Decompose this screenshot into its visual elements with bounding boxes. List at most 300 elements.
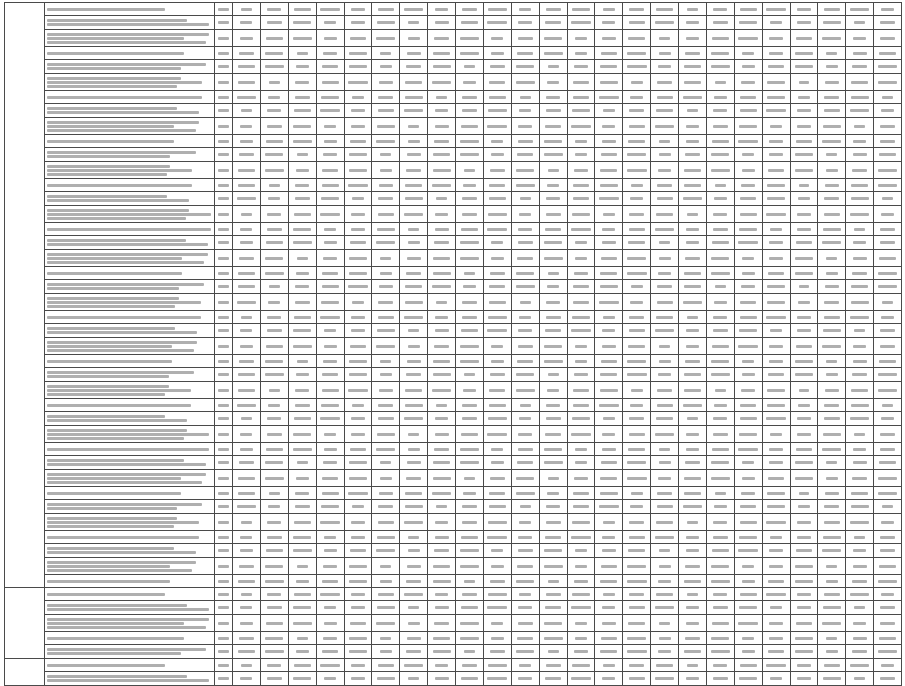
value-cell xyxy=(316,118,344,135)
value-cell xyxy=(734,399,762,412)
value-cell xyxy=(288,601,316,615)
table-row xyxy=(5,615,902,632)
value-cell xyxy=(233,206,261,223)
value-cell xyxy=(483,192,511,206)
value-cell xyxy=(567,223,595,236)
value-cell xyxy=(428,250,456,267)
value-cell xyxy=(372,659,400,672)
value-cell xyxy=(846,223,874,236)
value-cell xyxy=(428,47,456,60)
value-cell xyxy=(344,382,372,399)
value-cell xyxy=(372,236,400,250)
value-cell xyxy=(651,118,679,135)
value-cell xyxy=(316,192,344,206)
value-cell xyxy=(623,531,651,544)
value-cell xyxy=(260,236,288,250)
value-cell xyxy=(233,412,261,426)
value-cell xyxy=(790,223,818,236)
value-cell xyxy=(483,514,511,531)
value-cell xyxy=(539,179,567,192)
value-cell xyxy=(428,135,456,148)
value-cell xyxy=(483,118,511,135)
table-row xyxy=(5,47,902,60)
value-cell xyxy=(874,487,902,500)
value-cell xyxy=(316,355,344,368)
unit-cell xyxy=(215,162,233,179)
value-cell xyxy=(539,659,567,672)
indicator-name-cell xyxy=(45,426,215,443)
value-cell xyxy=(706,575,734,588)
value-cell xyxy=(456,338,484,355)
value-cell xyxy=(818,412,846,426)
value-cell xyxy=(762,60,790,74)
value-cell xyxy=(818,368,846,382)
value-cell xyxy=(818,672,846,686)
value-cell xyxy=(260,267,288,280)
unit-cell xyxy=(215,382,233,399)
value-cell xyxy=(372,672,400,686)
value-cell xyxy=(539,236,567,250)
value-cell xyxy=(762,280,790,294)
value-cell xyxy=(233,104,261,118)
value-cell xyxy=(539,162,567,179)
value-cell xyxy=(483,470,511,487)
value-cell xyxy=(623,3,651,16)
value-cell xyxy=(400,514,428,531)
value-cell xyxy=(846,368,874,382)
value-cell xyxy=(818,558,846,575)
value-cell xyxy=(372,91,400,104)
value-cell xyxy=(511,470,539,487)
value-cell xyxy=(233,615,261,632)
value-cell xyxy=(762,16,790,30)
value-cell xyxy=(874,250,902,267)
value-cell xyxy=(846,672,874,686)
value-cell xyxy=(316,514,344,531)
value-cell xyxy=(344,236,372,250)
value-cell xyxy=(400,659,428,672)
value-cell xyxy=(762,104,790,118)
value-cell xyxy=(316,47,344,60)
value-cell xyxy=(734,311,762,324)
value-cell xyxy=(818,192,846,206)
value-cell xyxy=(288,514,316,531)
value-cell xyxy=(595,294,623,311)
value-cell xyxy=(734,426,762,443)
value-cell xyxy=(344,601,372,615)
value-cell xyxy=(762,206,790,223)
value-cell xyxy=(623,368,651,382)
value-cell xyxy=(846,426,874,443)
value-cell xyxy=(651,338,679,355)
value-cell xyxy=(846,601,874,615)
value-cell xyxy=(539,470,567,487)
value-cell xyxy=(456,250,484,267)
value-cell xyxy=(511,294,539,311)
unit-cell xyxy=(215,514,233,531)
value-cell xyxy=(233,470,261,487)
value-cell xyxy=(818,16,846,30)
value-cell xyxy=(846,355,874,368)
value-cell xyxy=(595,456,623,470)
value-cell xyxy=(874,223,902,236)
table-row xyxy=(5,16,902,30)
value-cell xyxy=(260,250,288,267)
value-cell xyxy=(651,368,679,382)
value-cell xyxy=(344,280,372,294)
value-cell xyxy=(316,500,344,514)
value-cell xyxy=(734,338,762,355)
table-row xyxy=(5,659,902,672)
value-cell xyxy=(874,514,902,531)
value-cell xyxy=(567,280,595,294)
value-cell xyxy=(288,500,316,514)
value-cell xyxy=(790,368,818,382)
indicator-name-cell xyxy=(45,382,215,399)
value-cell xyxy=(260,588,288,601)
value-cell xyxy=(288,294,316,311)
value-cell xyxy=(567,311,595,324)
value-cell xyxy=(651,412,679,426)
value-cell xyxy=(790,294,818,311)
value-cell xyxy=(456,531,484,544)
value-cell xyxy=(233,338,261,355)
value-cell xyxy=(483,368,511,382)
value-cell xyxy=(818,443,846,456)
value-cell xyxy=(595,280,623,294)
value-cell xyxy=(623,267,651,280)
value-cell xyxy=(233,250,261,267)
value-cell xyxy=(344,104,372,118)
value-cell xyxy=(316,399,344,412)
value-cell xyxy=(233,60,261,74)
indicator-name-cell xyxy=(45,368,215,382)
value-cell xyxy=(511,514,539,531)
value-cell xyxy=(762,179,790,192)
value-cell xyxy=(874,3,902,16)
value-cell xyxy=(400,250,428,267)
value-cell xyxy=(623,294,651,311)
value-cell xyxy=(623,645,651,659)
value-cell xyxy=(874,162,902,179)
value-cell xyxy=(679,104,707,118)
unit-cell xyxy=(215,250,233,267)
value-cell xyxy=(706,206,734,223)
value-cell xyxy=(762,355,790,368)
value-cell xyxy=(233,645,261,659)
value-cell xyxy=(679,148,707,162)
value-cell xyxy=(316,91,344,104)
value-cell xyxy=(372,615,400,632)
table-row xyxy=(5,487,902,500)
value-cell xyxy=(483,558,511,575)
value-cell xyxy=(288,659,316,672)
value-cell xyxy=(344,192,372,206)
value-cell xyxy=(233,311,261,324)
value-cell xyxy=(511,104,539,118)
value-cell xyxy=(483,148,511,162)
value-cell xyxy=(400,632,428,645)
unit-cell xyxy=(215,645,233,659)
value-cell xyxy=(288,588,316,601)
value-cell xyxy=(233,575,261,588)
value-cell xyxy=(316,179,344,192)
value-cell xyxy=(734,280,762,294)
value-cell xyxy=(706,645,734,659)
value-cell xyxy=(595,601,623,615)
value-cell xyxy=(679,672,707,686)
value-cell xyxy=(260,148,288,162)
value-cell xyxy=(539,60,567,74)
value-cell xyxy=(400,426,428,443)
value-cell xyxy=(595,91,623,104)
value-cell xyxy=(233,267,261,280)
table-row xyxy=(5,470,902,487)
table-row xyxy=(5,60,902,74)
value-cell xyxy=(818,30,846,47)
value-cell xyxy=(288,91,316,104)
indicator-name-cell xyxy=(45,16,215,30)
indicator-name-cell xyxy=(45,104,215,118)
value-cell xyxy=(483,47,511,60)
value-cell xyxy=(762,311,790,324)
value-cell xyxy=(790,382,818,399)
value-cell xyxy=(233,399,261,412)
value-cell xyxy=(818,294,846,311)
value-cell xyxy=(400,601,428,615)
value-cell xyxy=(288,60,316,74)
value-cell xyxy=(316,426,344,443)
value-cell xyxy=(818,135,846,148)
value-cell xyxy=(316,456,344,470)
value-cell xyxy=(233,192,261,206)
value-cell xyxy=(734,148,762,162)
value-cell xyxy=(874,16,902,30)
value-cell xyxy=(734,206,762,223)
value-cell xyxy=(874,104,902,118)
value-cell xyxy=(734,236,762,250)
value-cell xyxy=(344,426,372,443)
value-cell xyxy=(762,443,790,456)
indicator-name-cell xyxy=(45,659,215,672)
table-row xyxy=(5,192,902,206)
value-cell xyxy=(818,470,846,487)
value-cell xyxy=(818,382,846,399)
value-cell xyxy=(483,206,511,223)
value-cell xyxy=(679,280,707,294)
value-cell xyxy=(651,3,679,16)
value-cell xyxy=(567,514,595,531)
value-cell xyxy=(679,162,707,179)
value-cell xyxy=(483,426,511,443)
value-cell xyxy=(400,487,428,500)
value-cell xyxy=(400,672,428,686)
value-cell xyxy=(595,382,623,399)
value-cell xyxy=(846,118,874,135)
value-cell xyxy=(818,47,846,60)
value-cell xyxy=(679,118,707,135)
value-cell xyxy=(874,443,902,456)
value-cell xyxy=(818,324,846,338)
value-cell xyxy=(428,60,456,74)
value-cell xyxy=(595,514,623,531)
value-cell xyxy=(595,135,623,148)
value-cell xyxy=(567,206,595,223)
value-cell xyxy=(874,311,902,324)
value-cell xyxy=(483,588,511,601)
value-cell xyxy=(372,74,400,91)
value-cell xyxy=(539,3,567,16)
value-cell xyxy=(818,311,846,324)
value-cell xyxy=(790,179,818,192)
value-cell xyxy=(539,544,567,558)
value-cell xyxy=(400,558,428,575)
value-cell xyxy=(483,399,511,412)
value-cell xyxy=(456,74,484,91)
value-cell xyxy=(260,368,288,382)
value-cell xyxy=(623,412,651,426)
value-cell xyxy=(762,324,790,338)
value-cell xyxy=(651,514,679,531)
value-cell xyxy=(511,236,539,250)
value-cell xyxy=(400,470,428,487)
unit-cell xyxy=(215,588,233,601)
value-cell xyxy=(623,632,651,645)
value-cell xyxy=(344,267,372,280)
table-row xyxy=(5,575,902,588)
value-cell xyxy=(372,267,400,280)
value-cell xyxy=(456,192,484,206)
table-row xyxy=(5,672,902,686)
value-cell xyxy=(483,236,511,250)
value-cell xyxy=(762,615,790,632)
value-cell xyxy=(706,672,734,686)
value-cell xyxy=(344,575,372,588)
value-cell xyxy=(762,368,790,382)
value-cell xyxy=(260,531,288,544)
value-cell xyxy=(400,118,428,135)
value-cell xyxy=(818,588,846,601)
value-cell xyxy=(400,236,428,250)
value-cell xyxy=(846,148,874,162)
value-cell xyxy=(734,672,762,686)
indicator-name-cell xyxy=(45,223,215,236)
value-cell xyxy=(539,280,567,294)
value-cell xyxy=(260,206,288,223)
value-cell xyxy=(567,443,595,456)
value-cell xyxy=(260,615,288,632)
value-cell xyxy=(790,91,818,104)
value-cell xyxy=(400,412,428,426)
value-cell xyxy=(456,135,484,148)
value-cell xyxy=(372,399,400,412)
value-cell xyxy=(456,470,484,487)
value-cell xyxy=(595,30,623,47)
value-cell xyxy=(846,412,874,426)
value-cell xyxy=(762,470,790,487)
value-cell xyxy=(316,135,344,148)
value-cell xyxy=(846,135,874,148)
value-cell xyxy=(233,632,261,645)
value-cell xyxy=(511,368,539,382)
value-cell xyxy=(260,632,288,645)
value-cell xyxy=(316,60,344,74)
value-cell xyxy=(679,324,707,338)
value-cell xyxy=(651,267,679,280)
value-cell xyxy=(288,223,316,236)
value-cell xyxy=(400,148,428,162)
value-cell xyxy=(511,544,539,558)
value-cell xyxy=(734,294,762,311)
value-cell xyxy=(428,575,456,588)
value-cell xyxy=(818,280,846,294)
value-cell xyxy=(846,91,874,104)
value-cell xyxy=(428,558,456,575)
value-cell xyxy=(288,47,316,60)
value-cell xyxy=(790,575,818,588)
value-cell xyxy=(567,601,595,615)
value-cell xyxy=(511,382,539,399)
value-cell xyxy=(874,470,902,487)
value-cell xyxy=(344,16,372,30)
value-cell xyxy=(790,672,818,686)
table-row xyxy=(5,74,902,91)
indicator-name-cell xyxy=(45,412,215,426)
value-cell xyxy=(428,74,456,91)
value-cell xyxy=(316,16,344,30)
value-cell xyxy=(818,487,846,500)
value-cell xyxy=(233,659,261,672)
value-cell xyxy=(790,659,818,672)
value-cell xyxy=(400,615,428,632)
table-row xyxy=(5,91,902,104)
value-cell xyxy=(651,91,679,104)
value-cell xyxy=(762,118,790,135)
value-cell xyxy=(483,16,511,30)
value-cell xyxy=(679,294,707,311)
value-cell xyxy=(288,206,316,223)
value-cell xyxy=(706,148,734,162)
unit-cell xyxy=(215,443,233,456)
value-cell xyxy=(679,601,707,615)
value-cell xyxy=(846,74,874,91)
unit-cell xyxy=(215,206,233,223)
value-cell xyxy=(456,399,484,412)
value-cell xyxy=(456,148,484,162)
value-cell xyxy=(790,399,818,412)
value-cell xyxy=(651,443,679,456)
value-cell xyxy=(372,104,400,118)
value-cell xyxy=(511,443,539,456)
value-cell xyxy=(623,470,651,487)
value-cell xyxy=(511,324,539,338)
value-cell xyxy=(456,355,484,368)
value-cell xyxy=(818,632,846,645)
table-row xyxy=(5,456,902,470)
value-cell xyxy=(790,60,818,74)
value-cell xyxy=(539,399,567,412)
value-cell xyxy=(706,294,734,311)
value-cell xyxy=(734,16,762,30)
indicator-name-cell xyxy=(45,544,215,558)
value-cell xyxy=(623,250,651,267)
indicator-name-cell xyxy=(45,91,215,104)
value-cell xyxy=(456,60,484,74)
value-cell xyxy=(790,443,818,456)
value-cell xyxy=(428,104,456,118)
value-cell xyxy=(428,412,456,426)
value-cell xyxy=(734,558,762,575)
